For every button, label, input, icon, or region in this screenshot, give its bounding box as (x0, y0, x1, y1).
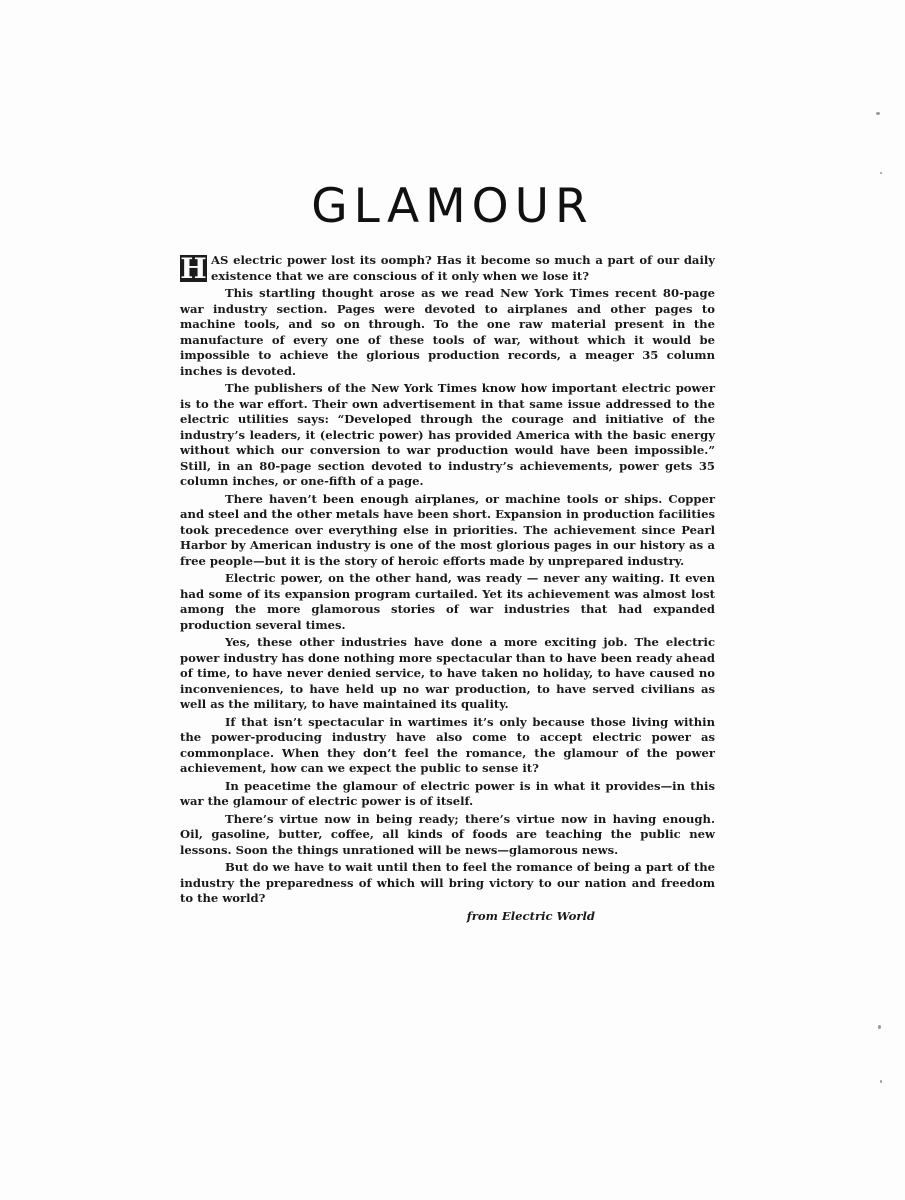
paragraph-1-text: AS electric power lost its oomph? Has it become so much a part of our daily existence that we are conscious of it only when we lose it? (211, 253, 715, 283)
paragraph-7: If that isn’t spectacular in wartimes it’s only because those living within the power-producing industry have also come to accept electric power as commonplace. When they don’t feel the romance, the glamour of the power achievement, how can we expect the public to sense it? (180, 714, 715, 775)
scan-speck (880, 1080, 882, 1083)
scan-speck (878, 1025, 881, 1029)
scan-speck (876, 112, 880, 115)
paragraph-8: In peacetime the glamour of electric power is in what it provides—in this war the glamour of electric power is of itself. (180, 778, 715, 808)
paragraph-4: There haven’t been enough airplanes, or machine tools or ships. Copper and steel and the other metals have been short. Expansion in production facilities took precedence over everything else in priorities. The achievement since Pearl Harbor by American industry is one of the most glorious pages in our history as a free people—but it is the story of heroic efforts made by unprepared industry. (180, 491, 715, 568)
paragraph-5: Electric power, on the other hand, was ready — never any waiting. It even had some of its expansion program curtailed. Yet its achievement was almost lost among the more glamorous stories of war industries that had expanded production several times. (180, 571, 715, 632)
drop-cap: H (180, 252, 207, 285)
paragraph-2: This startling thought arose as we read New York Times recent 80-page war industry section. Pages were devoted to airplanes and other pages to machine tools, and so on through. To the one raw material present in the manufacture of every one of these tools of war, without which it would be impossible to achieve the glorious production records, a meager 35 column inches is devoted. (180, 286, 715, 378)
paragraph-9: There’s virtue now in being ready; there’s virtue now in having enough. Oil, gasoline, butter, coffee, all kinds of foods are teaching the public new lessons. Soon the things unrationed will be news—glamorous news. (180, 811, 715, 857)
paragraph-6: Yes, these other industries have done a more exciting job. The electric power industry has done nothing more spectacular than to have been ready ahead of time, to have never denied service, to have taken no holiday, to have caused no inconveniences, to have held up no war production, to have served civilians as well as the military, to have maintained its quality. (180, 635, 715, 711)
paragraph-1 (180, 253, 715, 284)
scan-speck (880, 172, 882, 174)
paragraph-10: But do we have to wait until then to feel the romance of being a part of the industry the preparedness of which will bring victory to our nation and freedom to the world? (180, 860, 715, 905)
paragraph-3: The publishers of the New York Times know how important electric power is to the war effort. Their own advertisement in that same issue addressed to the electric utilities says: “Developed through the courage and initiative of the industry’s leaders, it (electric power) has provided America with the basic energy without which our conversion to war production would have been impossible.” Still, in an 80-page section devoted to industry’s achievements, power gets 35 column inches, or one-fifth of a page. (180, 381, 715, 488)
article-body (180, 253, 715, 924)
source-attribution: from Electric World (466, 908, 595, 923)
page-title: GLAMOUR (311, 179, 594, 234)
